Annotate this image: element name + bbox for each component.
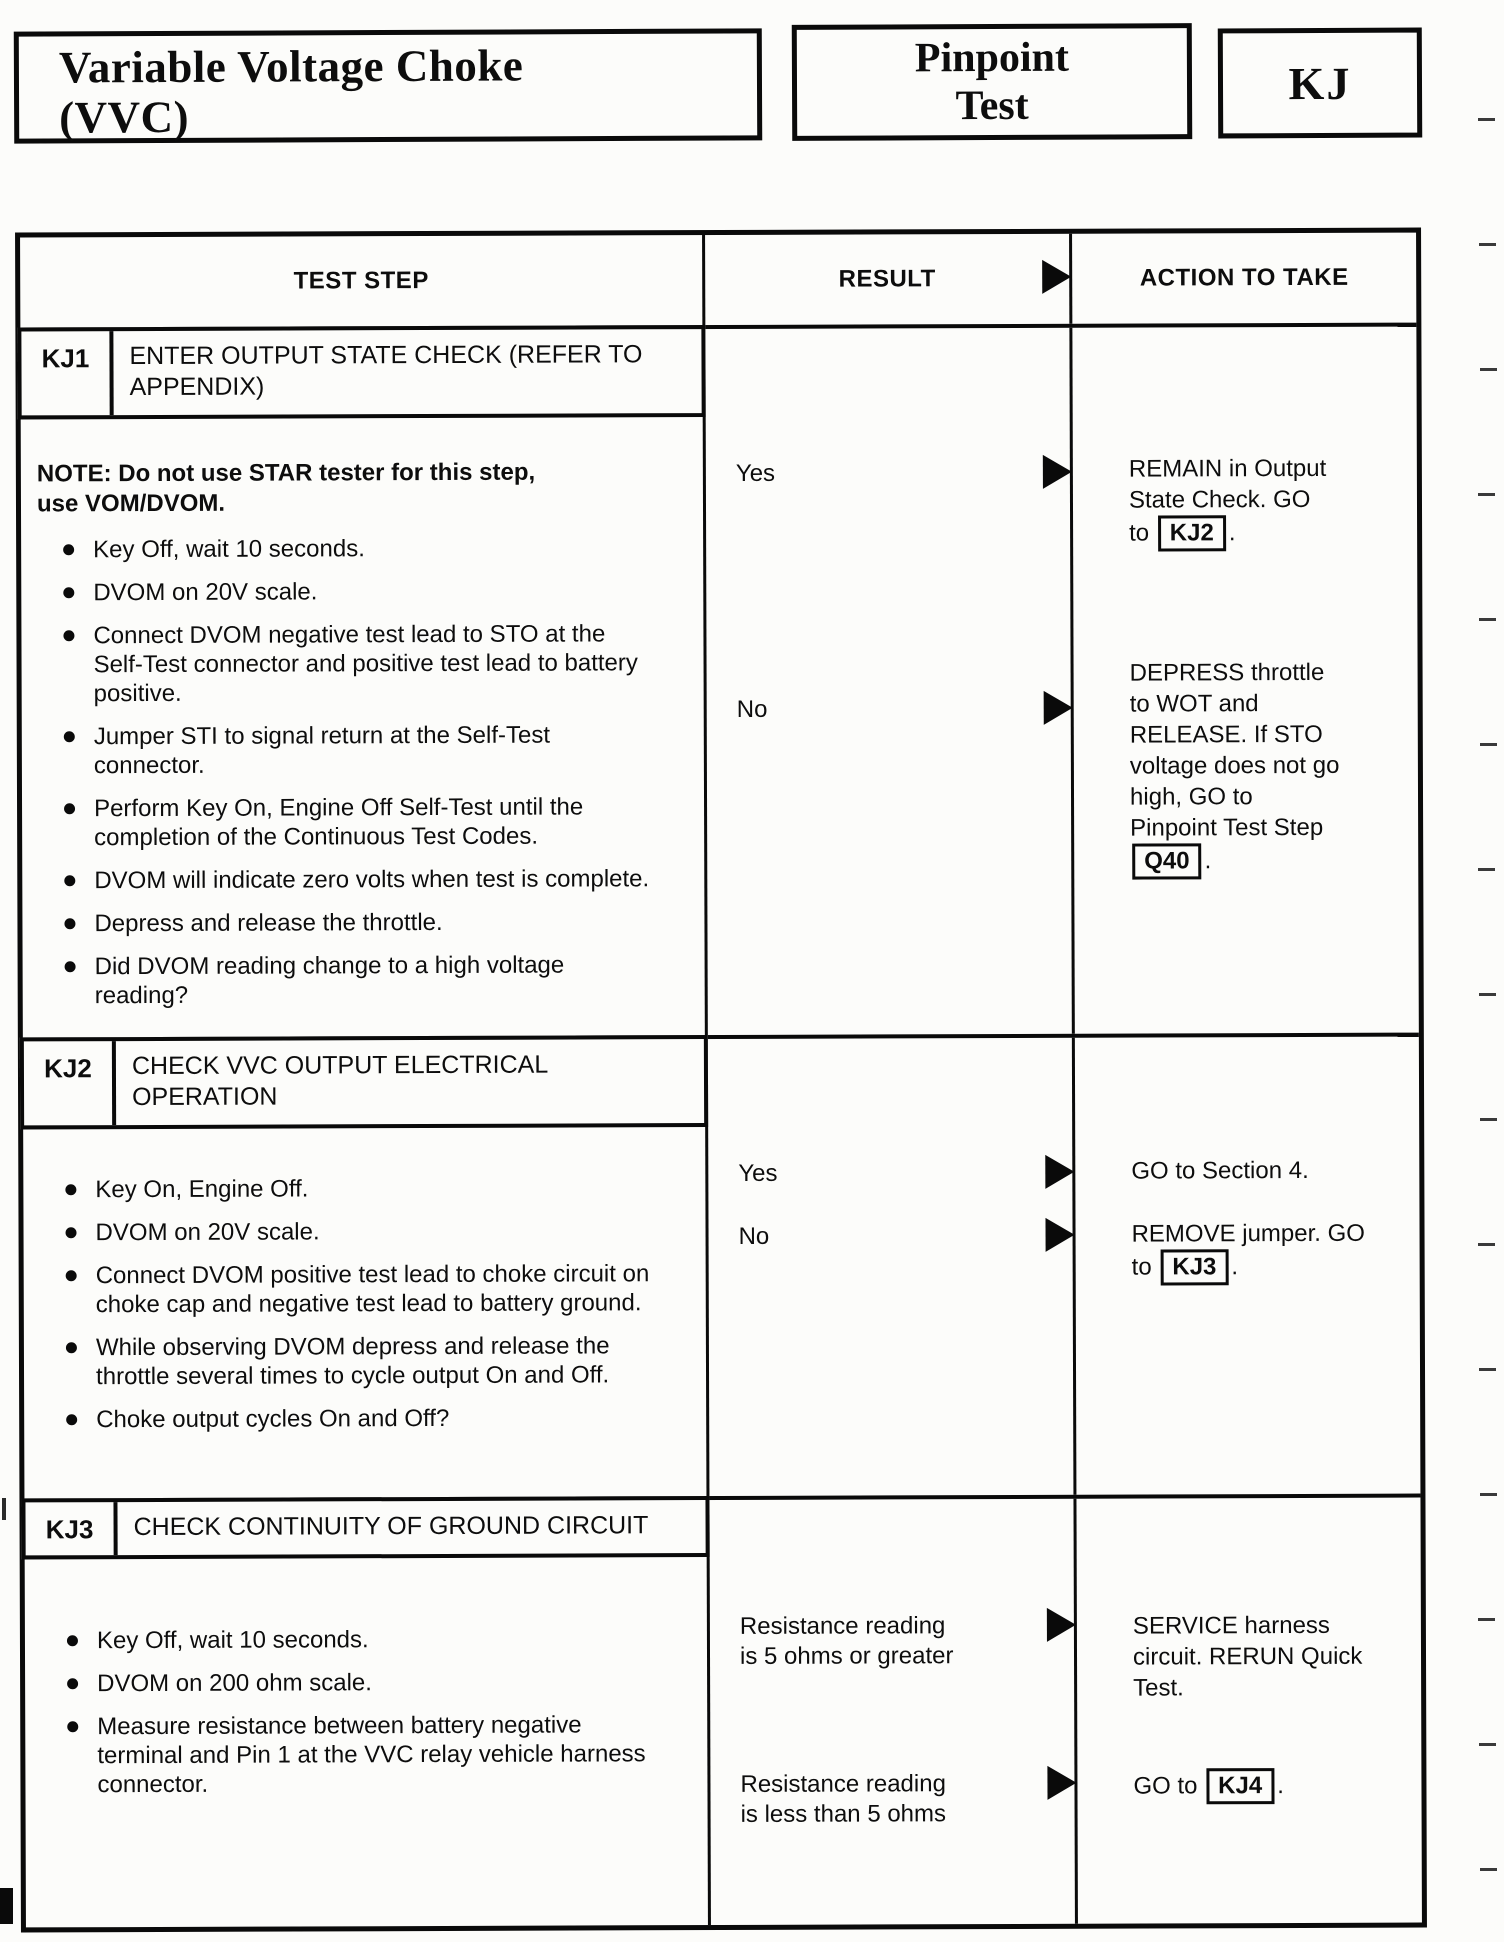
result-arrow-icon	[1044, 691, 1073, 725]
kj2-step-id: KJ2	[24, 1041, 116, 1125]
kj3-action-low: GO to KJ4 .	[1133, 1768, 1373, 1805]
pinpoint-test-table	[15, 228, 1427, 1933]
list-item: Perform Key On, Engine Off Self-Test until the completion of the Continuous Test Codes.	[38, 792, 649, 852]
list-item: Key On, Engine Off.	[39, 1173, 650, 1204]
col-header-action: ACTION TO TAKE	[1139, 263, 1349, 292]
list-item: Jumper STI to signal return at the Self-Test connector.	[38, 720, 649, 780]
result-arrow-icon	[1042, 260, 1071, 294]
kj1-test-step-cell	[20, 329, 707, 1037]
kj3-step-id: KJ3	[25, 1502, 117, 1555]
kj2-result-yes: Yes	[738, 1158, 1072, 1189]
result-arrow-icon	[1047, 1608, 1076, 1642]
step-ref-q40: Q40	[1132, 843, 1202, 879]
result-header-label: RESULT	[838, 265, 936, 293]
kj2-action-cell	[1075, 1037, 1421, 1495]
kj2-result-cell	[708, 1038, 1077, 1496]
result-arrow-icon	[1043, 455, 1072, 489]
kj1-action-cell	[1072, 327, 1418, 1034]
kj3-result-low: Resistance reading is less than 5 ohms	[740, 1769, 1074, 1830]
list-item: Connect DVOM positive test lead to choke circuit on choke cap and negative test lead to battery ground.	[40, 1259, 651, 1319]
list-item: Choke output cycles On and Off?	[40, 1403, 651, 1434]
kj3-result-cell	[709, 1499, 1077, 1925]
kj2-result-no: No	[738, 1221, 1072, 1252]
page-edge-tick	[2, 1498, 6, 1520]
kj1-result-no: No	[737, 694, 1071, 725]
list-item: DVOM on 200 ohm scale.	[41, 1667, 652, 1698]
kj3-action-cell	[1076, 1498, 1421, 1924]
page-title-line1: Variable Voltage Choke	[58, 40, 524, 93]
kj3-result-high: Resistance reading is 5 ohms or greater	[740, 1611, 1074, 1672]
step-ref-kj3: KJ3	[1160, 1249, 1228, 1285]
pinpoint-test-label-line1: Pinpoint	[914, 34, 1070, 82]
list-item: DVOM on 20V scale.	[39, 1216, 650, 1247]
step-row-kj3	[24, 1494, 1421, 1928]
list-item: DVOM will indicate zero volts when test is complete.	[38, 864, 649, 895]
kj1-result-yes: Yes	[736, 458, 1070, 489]
list-item: DVOM on 20V scale.	[37, 576, 648, 607]
kj3-action-high: SERVICE harness circuit. RERUN Quick Test.	[1132, 1611, 1363, 1702]
step-ref-kj4: KJ4	[1206, 1768, 1274, 1804]
kj2-action-yes: GO to Section 4.	[1131, 1156, 1309, 1185]
table-header-row	[20, 233, 1416, 328]
test-code-box	[1218, 28, 1422, 139]
result-arrow-icon	[1045, 1218, 1074, 1252]
list-item: While observing DVOM depress and release the throttle several times to cycle output On and Off.	[40, 1331, 651, 1391]
kj2-test-step-cell	[23, 1039, 710, 1498]
kj3-test-step-cell	[24, 1500, 710, 1927]
list-item: Key Off, wait 10 seconds.	[41, 1624, 652, 1655]
kj1-step-header	[17, 325, 705, 419]
page-title-line2: (VVC)	[59, 91, 190, 143]
kj3-step-title: CHECK CONTINUITY OF GROUND CIRCUIT	[133, 1511, 649, 1542]
list-item: Connect DVOM negative test lead to STO at the Self-Test connector and positive test lead to battery positive.	[37, 619, 648, 708]
kj1-action-no: DEPRESS throttle to WOT and RELEASE. If STO voltage does not go high, GO to Pinpoint Test Step Q40 .	[1130, 657, 1346, 880]
kj1-result-cell	[705, 328, 1074, 1035]
kj1-step-id: KJ1	[21, 331, 113, 415]
kj1-note: NOTE: Do not use STAR tester for this step, use VOM/DVOM.	[36, 458, 536, 518]
list-item: Measure resistance between battery negative terminal and Pin 1 at the VVC relay vehicle harness connector.	[41, 1710, 652, 1799]
col-header-test-step: TEST STEP	[20, 235, 705, 327]
test-code: KJ	[1288, 57, 1352, 109]
list-item: Key Off, wait 10 seconds.	[37, 533, 648, 564]
kj1-step-title: ENTER OUTPUT STATE CHECK (REFER TO APPENDIX)	[129, 340, 643, 402]
list-item: Depress and release the throttle.	[38, 907, 649, 938]
result-arrow-icon	[1045, 1155, 1074, 1189]
title-box	[14, 28, 762, 143]
step-row-kj2	[23, 1033, 1421, 1499]
kj2-action-no: REMOVE jumper. GO to KJ3 .	[1131, 1218, 1366, 1286]
kj2-step-header	[20, 1035, 708, 1129]
kj2-step-title: CHECK VVC OUTPUT ELECTRICAL OPERATION	[131, 1050, 548, 1112]
kj3-step-header	[21, 1496, 709, 1559]
pinpoint-test-box	[792, 23, 1193, 141]
result-arrow-icon	[1047, 1766, 1076, 1800]
step-row-kj1	[20, 323, 1418, 1038]
list-item: Did DVOM reading change to a high voltage reading?	[39, 950, 650, 1010]
pinpoint-test-label-line2: Test	[955, 82, 1029, 130]
col-header-result	[705, 234, 1072, 325]
page-edge-mark	[0, 1888, 13, 1924]
step-ref-kj2: KJ2	[1158, 515, 1226, 551]
kj1-action-yes: REMAIN in Output State Check. GO to KJ2 .	[1129, 453, 1334, 552]
